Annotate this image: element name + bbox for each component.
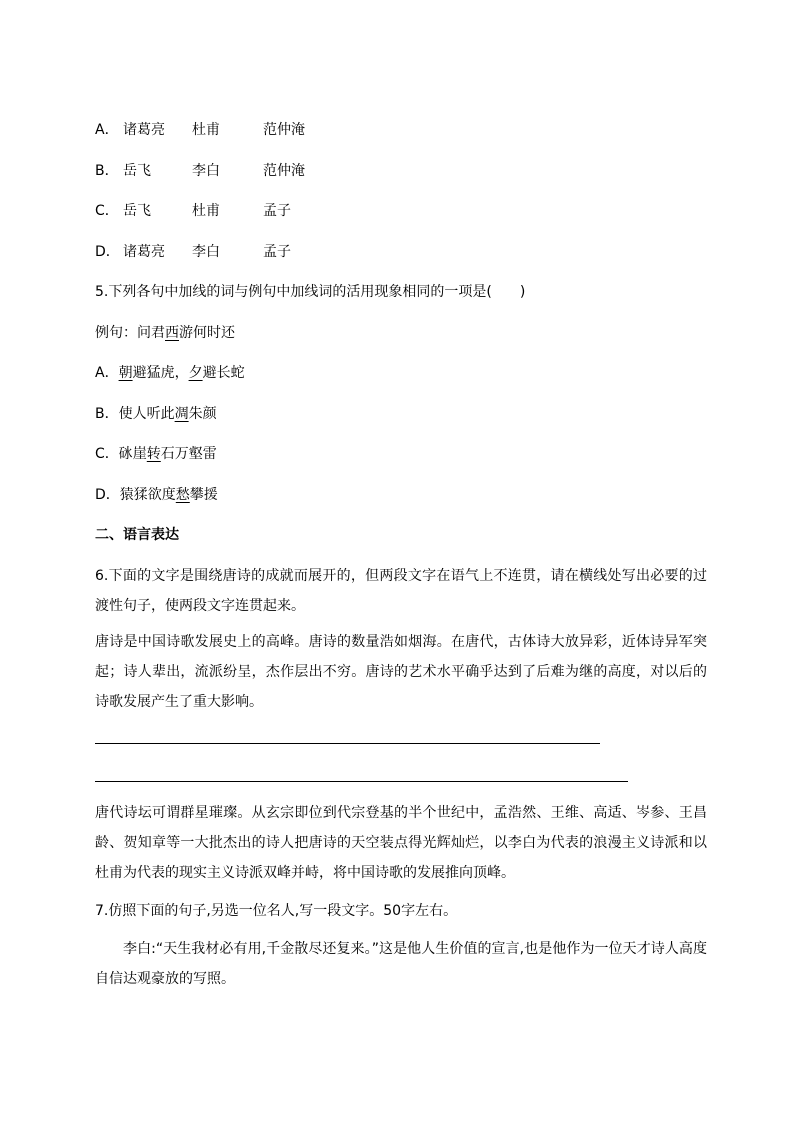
option-name-3: 孟子 (263, 244, 291, 260)
option-name-3: 范仲淹 (263, 163, 305, 179)
option-name-3: 孟子 (263, 203, 291, 219)
q7-example: 李白:“天生我材必有用,千金散尽还复来。”这是他人生价值的宣言,也是他作为一位天才诗人高度自信达观豪放的写照。 (95, 941, 707, 987)
answer-line-1 (95, 743, 600, 744)
option-prefix: A． (95, 365, 119, 381)
q6-passage-1: 唐诗是中国诗歌发展史上的高峰。唐诗的数量浩如烟海。在唐代，古体诗大放异彩，近体诗异军突起；诗人辈出，流派纷呈，杰作层出不穷。唐诗的艺术水平确乎达到了后难为继的高度，对以后的诗歌发展产生了重大影响。 (95, 634, 707, 710)
q5-option-c (95, 444, 217, 464)
answer-line-2 (95, 781, 628, 782)
option-name-3: 范仲淹 (263, 122, 305, 138)
option-prefix: D．猿猱欲度 (95, 487, 176, 503)
option-text-end: 避长蛇 (202, 365, 245, 381)
q6-stem: 6.下面的文字是围绕唐诗的成就而展开的，但两段文字在语气上不连贯，请在横线处写出必要的过渡性句子，使两段文字连贯起来。 (95, 568, 707, 614)
option-letter: D． (95, 244, 120, 260)
option-letter: C． (95, 203, 119, 219)
q5-option-b (95, 404, 217, 424)
q7-stem: 7.仿照下面的句子,另选一位名人,写一段文字。50字左右。 (95, 903, 458, 919)
option-text: 避猛虎， (132, 365, 189, 381)
q5-example (95, 323, 235, 343)
option-text: 朱颜 (188, 406, 217, 422)
example-marked-word: 西 (165, 325, 179, 341)
q6-passage-2: 唐代诗坛可谓群星璀璨。从玄宗即位到代宗登基的半个世纪中，孟浩然、王维、高适、岑参、王昌龄、贺知章等一大批杰出的诗人把唐诗的天空装点得光辉灿烂，以李白为代表的浪漫主义诗派和以杜甫为代表的现实主义诗派双峰并峙，将中国诗歌的发展推向顶峰。 (95, 805, 707, 881)
option-text: 攀援 (189, 487, 218, 503)
example-suffix: 游何时还 (179, 325, 235, 341)
option-name-2: 杜甫 (192, 122, 220, 138)
section-heading: 二、语言表达 (95, 527, 179, 543)
q5-option-d (95, 485, 218, 505)
q5-option-a (95, 363, 245, 383)
marked-word: 凋 (174, 406, 189, 422)
option-name-2: 杜甫 (192, 203, 220, 219)
option-name-2: 李白 (192, 244, 220, 260)
option-prefix: C． (95, 446, 119, 462)
option-name-1: 诸葛亮 (123, 122, 165, 138)
option-name-1: 岳飞 (123, 163, 151, 179)
marked-word: 愁 (175, 487, 190, 503)
option-letter: A． (95, 122, 119, 138)
option-text: 石万壑雷 (160, 446, 217, 462)
option-name-1: 诸葛亮 (123, 244, 165, 260)
marked-word: 转 (146, 446, 161, 462)
q5-stem: 5.下列各句中加线的词与例句中加线词的活用现象相同的一项是( ) (95, 284, 526, 300)
marked-word: 朝 (118, 365, 133, 381)
option-text-pre: 砯崖 (118, 446, 147, 462)
marked-word-2: 夕 (188, 365, 203, 381)
option-name-1: 岳飞 (123, 203, 151, 219)
option-prefix: B．使人听此 (95, 406, 175, 422)
option-letter: B． (95, 163, 119, 179)
option-name-2: 李白 (192, 163, 220, 179)
example-prefix: 例句：问君 (95, 325, 165, 341)
